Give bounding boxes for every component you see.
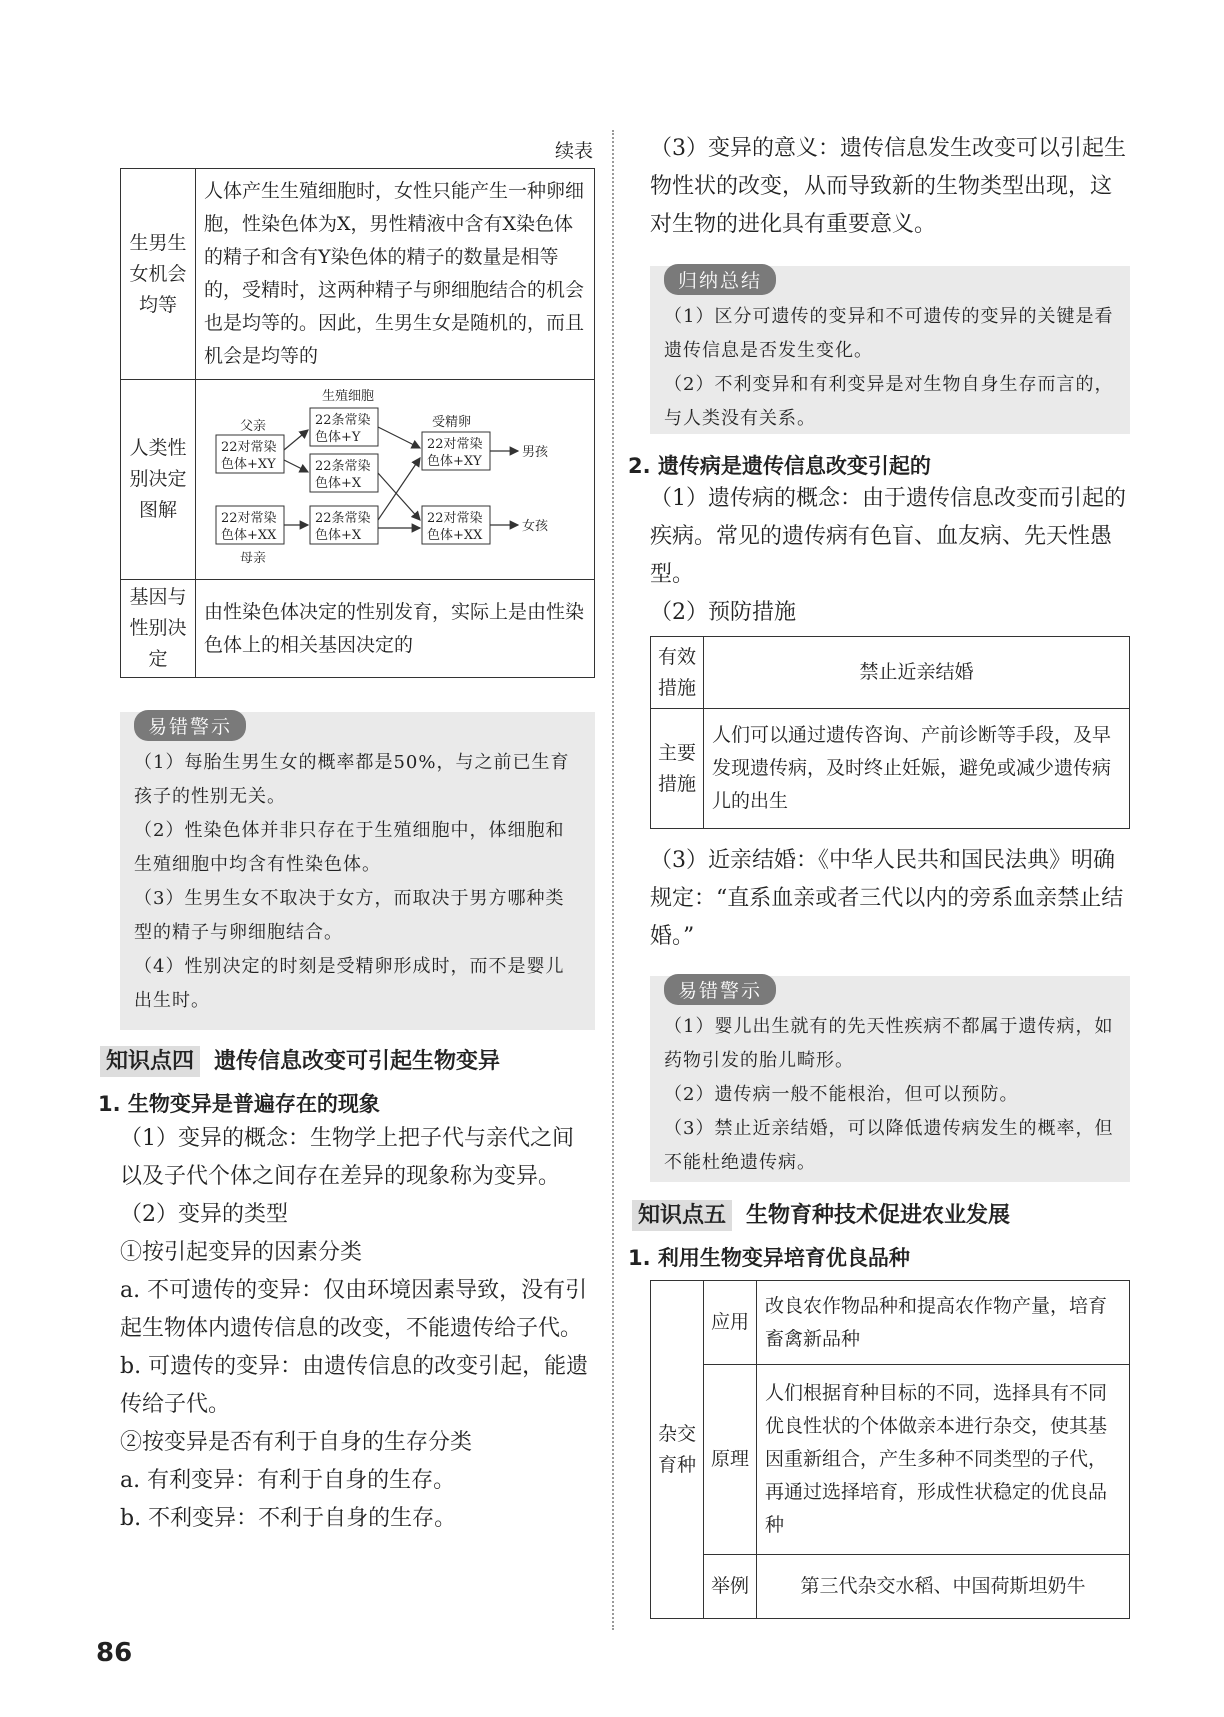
arrow-egg-zygote-xy	[378, 458, 420, 520]
s1-p7: a. 有利变异：有利于自身的生存。	[120, 1468, 456, 1493]
row-head-equal-chance: 生男生女机会均等	[121, 169, 196, 380]
column-divider	[612, 130, 614, 1630]
row-body-gene-sex: 由性染色体决定的性别发育，实际上是由性染色体上的相关基因决定的	[196, 580, 595, 678]
breed-r3-body: 第三代杂交水稻、中国荷斯坦奶牛	[757, 1555, 1130, 1619]
kp5-title: 生物育种技术促进农业发展	[746, 1203, 1011, 1228]
zygote-label: 受精卵	[432, 415, 472, 430]
s2-p2: （2）预防措施	[650, 600, 796, 625]
summary-item-2: （2）不利变异和有利变异是对生物自身生存而言的，与人类没有关系。	[664, 374, 1114, 429]
summary-box	[650, 266, 1130, 434]
tip2-item-3: （3）禁止近亲结婚，可以降低遗传病发生的概率，但不能杜绝遗传病。	[664, 1118, 1114, 1173]
breed-r1-head: 应用	[704, 1281, 757, 1365]
girl-label: 女孩	[522, 519, 549, 534]
tip2-item-1: （1）婴儿出生就有的先天性疾病不都属于遗传病，如药物引发的胎儿畸形。	[664, 1016, 1114, 1071]
row-head-gene-sex: 基因与性别决定	[121, 580, 196, 678]
breed-r2-body: 人们根据育种目标的不同，选择具有不同优良性状的个体做亲本进行杂交，使其基因重新组合，产生多种不同类型的子代，再通过选择培育，形成性状稳定的优良品种	[757, 1365, 1130, 1555]
summary-tag: 归纳总结	[664, 264, 776, 295]
sex-determination-diagram	[196, 380, 592, 574]
breed-r3-head: 举例	[704, 1555, 757, 1619]
tip1-item-2: （2）性染色体并非只存在于生殖细胞中，体细胞和生殖细胞中均含有性染色体。	[134, 820, 565, 875]
row-head-diagram: 人类性别决定图解	[121, 380, 196, 580]
consanguinity-paragraph: （3）近亲结婚：《中华人民共和国民法典》明确规定：“直系血亲或者三代以内的旁系血亲禁止结婚。”	[650, 848, 1124, 949]
row-body-equal-chance: 人体产生生殖细胞时，女性只能产生一种卵细胞，性染色体为X，男性精液中含有X染色体的精子和含有Y染色体的精子的数量是相等的，受精时，这两种精子与卵细胞结合的机会也是均等的。因此，生男生女是随机的，而且机会是均等的	[196, 169, 595, 380]
variation-meaning: （3）变异的意义：遗传信息发生改变可以引起生物性状的改变，从而导致新的生物类型出现，这对生物的进化具有重要意义。	[650, 136, 1126, 237]
section-1-body	[120, 1120, 595, 1538]
arrow-sperm-x-zygote-xx	[378, 473, 420, 520]
arrow-father-sperm-y	[284, 430, 308, 450]
continued-label: 续表	[555, 140, 594, 162]
breed-r1-body: 改良农作物品种和提高农作物产量，培育畜禽新品种	[757, 1281, 1130, 1365]
sex-determination-table	[120, 168, 595, 678]
tip2-item-2: （2）遗传病一般不能根治，但可以预防。	[664, 1084, 1019, 1105]
boy-label: 男孩	[522, 445, 549, 460]
prevent-r2-body: 人们可以通过遗传咨询、产前诊断等手段，及早发现遗传病，及时终止妊娠，避免或减少遗传病儿的出生	[704, 709, 1130, 829]
father-genes-1: 22对常染	[221, 440, 277, 455]
breed-group-head: 杂交育种	[651, 1281, 704, 1619]
breed-r2-head: 原理	[704, 1365, 757, 1555]
sperm-y-1: 22条常染	[315, 413, 371, 428]
s1-p8: b. 不利变异：不利于自身的生存。	[120, 1506, 457, 1531]
father-genes-2: 色体+XY	[221, 457, 276, 472]
s1-p5: b. 可遗传的变异：由遗传信息的改变引起，能遗传给子代。	[120, 1354, 589, 1417]
page-number: 86	[96, 1638, 133, 1668]
mother-genes-1: 22对常染	[221, 511, 277, 526]
diagram-cell	[196, 380, 595, 580]
mother-genes-2: 色体+XX	[221, 528, 277, 543]
tip1-item-4: （4）性别决定的时刻是受精卵形成时，而不是婴儿出生时。	[134, 956, 565, 1011]
s1-p6: ②按变异是否有利于自身的生存分类	[120, 1430, 473, 1455]
prevent-r1-body: 禁止近亲结婚	[704, 637, 1130, 709]
error-warning-box-1	[120, 712, 595, 1030]
germ-cells-label: 生殖细胞	[322, 389, 375, 404]
section-3-heading: 1. 利用生物变异培育优良品种	[628, 1246, 910, 1270]
tip2-tag: 易错警示	[664, 974, 776, 1005]
knowledge-point-4	[100, 1044, 500, 1075]
s1-p1: （1）变异的概念：生物学上把子代与亲代之间以及子代个体之间存在差异的现象称为变异。	[120, 1126, 574, 1189]
tip1-item-3: （3）生男生女不取决于女方，而取决于男方哪种类型的精子与卵细胞结合。	[134, 888, 565, 943]
tip-tag: 易错警示	[134, 710, 246, 741]
prevent-r2-head: 主要措施	[651, 709, 704, 829]
prevention-table	[650, 636, 1130, 829]
s1-p2: （2）变异的类型	[120, 1202, 288, 1227]
arrow-sperm-y-zygote-xy	[378, 427, 420, 448]
s2-p1: （1）遗传病的概念：由于遗传信息改变而引起的疾病。常见的遗传病有色盲、血友病、先天性愚型。	[650, 486, 1126, 587]
sperm-x-1: 22条常染	[315, 459, 371, 474]
s1-p3: ①按引起变异的因素分类	[120, 1240, 363, 1265]
kp5-label: 知识点五	[632, 1200, 732, 1231]
zygote-xy-2: 色体+XY	[427, 454, 482, 469]
sperm-y-2: 色体+Y	[315, 430, 361, 445]
zygote-xx-2: 色体+XX	[427, 528, 483, 543]
knowledge-point-5	[632, 1198, 1010, 1229]
section-2-body	[650, 480, 1130, 632]
kp4-label: 知识点四	[100, 1046, 200, 1077]
arrow-father-sperm-x	[284, 460, 308, 472]
summary-item-1: （1）区分可遗传的变异和不可遗传的变异的关键是看遗传信息是否发生变化。	[664, 306, 1114, 361]
sperm-x-2: 色体+X	[315, 476, 362, 491]
father-label: 父亲	[240, 419, 267, 434]
prevent-r1-head: 有效措施	[651, 637, 704, 709]
section-1-heading: 1. 生物变异是普遍存在的现象	[98, 1092, 380, 1116]
egg-x-2: 色体+X	[315, 528, 362, 543]
mother-label: 母亲	[240, 551, 267, 566]
egg-x-1: 22条常染	[315, 511, 371, 526]
kp4-title: 遗传信息改变可引起生物变异	[214, 1049, 501, 1074]
section-2-heading: 2. 遗传病是遗传信息改变引起的	[628, 454, 931, 478]
s1-p4: a. 不可遗传的变异：仅由环境因素导致，没有引起生物体内遗传信息的改变，不能遗传给子代。	[120, 1278, 588, 1341]
zygote-xy-1: 22对常染	[427, 437, 483, 452]
error-warning-box-2	[650, 976, 1130, 1182]
zygote-xx-1: 22对常染	[427, 511, 483, 526]
tip1-item-1: （1）每胎生男生女的概率都是50%，与之前已生育孩子的性别无关。	[134, 752, 570, 807]
breeding-table	[650, 1280, 1130, 1619]
